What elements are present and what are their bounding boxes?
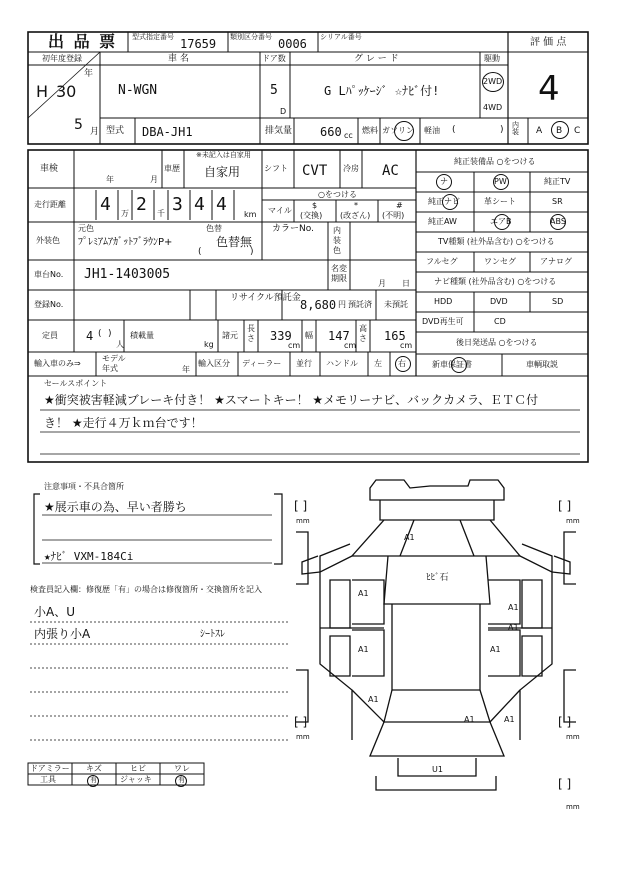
tv-type-title: TV種類 (社外品含む) ○をつける bbox=[438, 237, 555, 246]
recycle-deposited: 預託済 bbox=[348, 300, 372, 309]
doors-sub: D bbox=[280, 107, 287, 116]
equipment-title: 純正装備品 ○をつける bbox=[454, 157, 536, 166]
model-value: DBA-JH1 bbox=[142, 125, 193, 139]
import-kubun: 輸入区分 bbox=[198, 359, 230, 368]
registration-label: 登録No. bbox=[34, 300, 64, 309]
rating-value: 4 bbox=[538, 69, 560, 109]
tools-yes-circle bbox=[87, 775, 99, 787]
shaken-label: 車検 bbox=[40, 164, 59, 174]
mileage-unit-man: 万 bbox=[121, 209, 129, 218]
tools-label: 工具 bbox=[40, 775, 56, 784]
interior-b: B bbox=[556, 126, 563, 136]
length-label: 長さ bbox=[247, 324, 255, 343]
length-cm: cm bbox=[288, 341, 301, 350]
first-reg-label: 初年度登録 bbox=[42, 54, 82, 63]
import-model-year: モデル年式 bbox=[102, 354, 126, 373]
mark-left-rear-door: A1 bbox=[358, 645, 369, 654]
length-value: 339 bbox=[270, 329, 292, 343]
color-no-label: カラーNo. bbox=[272, 224, 314, 234]
later-warranty-circle bbox=[451, 357, 467, 373]
tv-fullseg: フルセグ bbox=[426, 257, 458, 266]
sales-line-1: ★衝突被害軽減ブレーキ付き！ ★スマートキー！ ★メモリーナビ、バックカメラ、ＥＴＣ付 bbox=[44, 393, 539, 407]
nav-type-title: ナビ種類 (社外品含む) ○をつける bbox=[434, 277, 557, 286]
interior-label: 内装 bbox=[512, 121, 519, 136]
color-label: 外装色 bbox=[36, 236, 60, 245]
notes-label: 注意事項・不具合箇所 bbox=[44, 482, 124, 491]
equip-abs: ABS bbox=[550, 217, 566, 226]
grade-value: G Lﾊﾟｯｹｰｼﾞ ☆ﾅﾋﾞ付! bbox=[324, 84, 440, 98]
fuel-diesel: 軽油 bbox=[424, 126, 440, 135]
color-changed-value: 色替無 bbox=[216, 235, 253, 249]
width-cm: cm bbox=[344, 341, 357, 350]
mileage-digit-3: 3 bbox=[172, 194, 183, 215]
nav-dvd-player: DVD再生可 bbox=[422, 317, 464, 326]
tv-analog: アナログ bbox=[540, 257, 572, 266]
mm-rear-left: mm bbox=[296, 733, 310, 741]
later-warranty: 新車保証書 bbox=[432, 360, 472, 369]
bracket-rear-right: [ ] bbox=[558, 715, 572, 729]
tools-scratch: キズ bbox=[86, 764, 102, 773]
mileage-circle-note: ○をつける bbox=[318, 190, 357, 199]
color-orig-value: ﾌﾟﾚﾐｱﾑｱｶﾞｯﾄﾌﾞﾗｳﾝP+ bbox=[78, 237, 173, 248]
equip-airbag-circle bbox=[494, 214, 510, 230]
mileage-altered: (改ざん) bbox=[340, 211, 371, 220]
doors-value: 5 bbox=[270, 83, 278, 98]
mileage-unknown: (不明) bbox=[382, 211, 405, 220]
history-note: ※未記入は自家用 bbox=[196, 151, 251, 159]
tv-oneseg: ワンセグ bbox=[484, 257, 516, 266]
color-paren-close: ) bbox=[250, 247, 254, 257]
nav-dvd: DVD bbox=[490, 297, 508, 306]
notes-line-1: ★展示車の為、早い者勝ち bbox=[44, 500, 187, 514]
mileage-digit-5: 4 bbox=[216, 194, 227, 215]
shift-label: シフト bbox=[264, 164, 288, 173]
equip-aw: 純正AW bbox=[428, 217, 457, 226]
import-year-unit: 年 bbox=[182, 365, 190, 374]
displacement-label: 排気量 bbox=[265, 126, 293, 136]
bracket-rear-bottom: [ ] bbox=[558, 777, 572, 791]
mileage-hash: # bbox=[396, 201, 403, 210]
displacement-value: 660 bbox=[320, 125, 342, 139]
class-no-value: 0006 bbox=[278, 37, 307, 51]
serial-label: シリアル番号 bbox=[320, 33, 362, 41]
width-label: 幅 bbox=[305, 331, 313, 340]
fuel-paren-open: ( bbox=[452, 125, 456, 135]
rating-label: 評 価 点 bbox=[530, 37, 567, 48]
bracket-rear-left: [ ] bbox=[294, 715, 308, 729]
name-change-day: 日 bbox=[402, 279, 410, 288]
sheet-title: 出 品 票 bbox=[48, 32, 118, 51]
capacity-paren-open: ( bbox=[98, 329, 102, 339]
cc-unit: cc bbox=[344, 131, 353, 140]
mark-right-front-door: A1 bbox=[508, 603, 519, 612]
equip-nav-circle bbox=[442, 194, 458, 210]
nav-sd: SD bbox=[552, 297, 564, 306]
tools-yes-2-circle bbox=[175, 775, 187, 787]
drive-label: 駆動 bbox=[484, 54, 500, 63]
height-value: 165 bbox=[384, 329, 406, 343]
mm-front-right: mm bbox=[566, 517, 580, 525]
equip-pw: PW bbox=[494, 177, 507, 186]
notes-line-2: ★ﾅﾋﾞ VXM-184Ci bbox=[44, 550, 134, 563]
equip-na: ナ bbox=[440, 177, 448, 186]
mileage-digit-2: 2 bbox=[136, 194, 147, 215]
mm-rear-bottom: mm bbox=[566, 803, 580, 811]
interior-c: C bbox=[574, 126, 581, 136]
drive-2wd-circle bbox=[482, 72, 504, 92]
car-name-label: 車 名 bbox=[168, 54, 189, 64]
shaken-year-unit: 年 bbox=[106, 175, 114, 184]
recycle-label: リサイクル預託金 bbox=[230, 293, 301, 303]
grade-label: グ レ ー ド bbox=[354, 54, 399, 64]
capacity-person: 人 bbox=[116, 340, 124, 349]
mark-windshield: ﾋﾋﾞ石 bbox=[426, 573, 449, 583]
load-label: 積載量 bbox=[130, 331, 154, 340]
later-manual: 車輌取説 bbox=[526, 360, 558, 369]
reg-year-unit: 年 bbox=[84, 69, 94, 79]
mileage-dollar: $ bbox=[312, 201, 318, 210]
mark-right-rear-door: A1 bbox=[490, 645, 501, 654]
mark-right-front-door-2: A1 bbox=[508, 623, 519, 632]
fuel-gasoline: ガソリン bbox=[382, 126, 414, 135]
height-label: 高さ bbox=[359, 324, 367, 343]
mileage-mile: マイル bbox=[268, 206, 292, 215]
bracket-front-right: [ ] bbox=[558, 499, 572, 513]
type-no-label: 型式指定番号 bbox=[132, 33, 174, 41]
drive-2wd: 2WD bbox=[483, 77, 503, 86]
equip-abs-circle bbox=[550, 214, 566, 230]
mark-left-quarter: A1 bbox=[368, 695, 379, 704]
tools-crack: ヒビ bbox=[130, 764, 146, 773]
tools-yes-2: 有 bbox=[178, 776, 185, 784]
recycle-value: 8,680 bbox=[300, 298, 337, 312]
dims-label: 諸元 bbox=[222, 331, 238, 340]
history-value: 自家用 bbox=[204, 165, 241, 179]
mark-left-front-door: A1 bbox=[358, 589, 369, 598]
tools-door-mirror: ドアミラー bbox=[30, 764, 70, 773]
equip-pw-circle bbox=[493, 174, 509, 190]
inspector-line-1: 小A、U bbox=[34, 605, 75, 619]
interior-b-circle bbox=[551, 121, 569, 139]
mileage-km: km bbox=[244, 210, 257, 219]
inspector-label: 検査員記入欄：修復歴「有」の場合は修復箇所・交換箇所を記入 bbox=[30, 585, 262, 594]
handle-label: ハンドル bbox=[326, 359, 358, 368]
tools-break: ワレ bbox=[174, 764, 190, 773]
nav-hdd: HDD bbox=[434, 297, 453, 306]
color-orig-label: 元色 bbox=[78, 224, 94, 233]
equip-leather: 革シート bbox=[484, 197, 516, 206]
equip-airbag: エアB bbox=[490, 217, 512, 226]
capacity-label: 定員 bbox=[42, 331, 58, 340]
mileage-digit-4: 4 bbox=[194, 194, 205, 215]
mark-right-quarter: A1 bbox=[504, 715, 515, 724]
history-label: 車歴 bbox=[164, 164, 180, 173]
handle-left: 左 bbox=[374, 359, 382, 368]
mark-rear-gate: A1 bbox=[464, 715, 475, 724]
ac-label: 冷房 bbox=[343, 164, 359, 173]
tools-yes: 有 bbox=[90, 776, 97, 784]
ac-value: AC bbox=[382, 163, 399, 179]
shift-value: CVT bbox=[302, 163, 328, 179]
import-only-label: 輸入車のみ⇒ bbox=[34, 359, 81, 368]
name-change-label: 名変期限 bbox=[331, 264, 347, 283]
tools-jack: ジャッキ bbox=[120, 775, 152, 784]
mileage-digit-1: 4 bbox=[100, 194, 111, 215]
reg-month: 5 bbox=[74, 117, 83, 133]
mileage-label: 走行距離 bbox=[34, 200, 66, 209]
inspector-line-2b: ｼｰﾄｽﾚ bbox=[200, 629, 225, 640]
mark-hood: A1 bbox=[404, 533, 415, 542]
color-change-label: 色替 bbox=[206, 224, 222, 233]
equip-nav: 純正ナビ bbox=[428, 197, 460, 206]
model-label: 型式 bbox=[106, 126, 125, 136]
car-name-value: N-WGN bbox=[118, 83, 158, 98]
color-paren-open: ( bbox=[198, 247, 202, 257]
fuel-label: 燃料 bbox=[362, 126, 378, 135]
mm-rear-right: mm bbox=[566, 733, 580, 741]
mileage-exchange: (交換) bbox=[300, 211, 323, 220]
class-no-label: 類別区分番号 bbox=[230, 33, 272, 41]
capacity-value: 4 bbox=[86, 329, 94, 343]
interior-a: A bbox=[536, 126, 543, 136]
equip-na-circle bbox=[436, 174, 452, 190]
recycle-not-deposited: 未預託 bbox=[384, 300, 408, 309]
equip-tv: 純正TV bbox=[544, 177, 571, 186]
mm-front-left: mm bbox=[296, 517, 310, 525]
interior-color-label: 内装色 bbox=[333, 226, 341, 255]
reg-month-unit: 月 bbox=[90, 127, 100, 137]
name-change-month: 月 bbox=[378, 279, 386, 288]
nav-cd: CD bbox=[494, 317, 506, 326]
sales-line-2: き！ ★走行４万ｋｍ台です！ bbox=[44, 416, 203, 430]
load-kg: kg bbox=[204, 340, 214, 349]
sales-label: セールスポイント bbox=[44, 379, 108, 388]
reg-year: 30 bbox=[56, 82, 77, 101]
mark-rear-bumper: U1 bbox=[432, 765, 443, 774]
fuel-paren-close: ) bbox=[500, 125, 504, 135]
mileage-star: * bbox=[354, 201, 358, 210]
reg-era: H bbox=[36, 82, 49, 101]
mileage-unit-sen: 千 bbox=[157, 209, 165, 218]
import-parallel: 並行 bbox=[296, 359, 312, 368]
shaken-month-unit: 月 bbox=[150, 175, 158, 184]
drive-4wd: 4WD bbox=[483, 103, 503, 112]
type-no-value: 17659 bbox=[180, 37, 217, 51]
later-title: 後日発送品 ○をつける bbox=[456, 338, 538, 347]
height-cm: cm bbox=[400, 341, 413, 350]
bracket-front-left: [ ] bbox=[294, 499, 308, 513]
capacity-paren-close: ) bbox=[108, 329, 112, 339]
chassis-label: 車台No. bbox=[34, 270, 64, 279]
recycle-yen: 円 bbox=[338, 300, 346, 309]
import-dealer: ディーラー bbox=[242, 359, 282, 368]
equip-sr: SR bbox=[552, 197, 563, 206]
inspector-line-2: 内張り小A bbox=[34, 627, 91, 641]
handle-right-circle bbox=[395, 356, 411, 372]
chassis-value: JH1-1403005 bbox=[84, 267, 171, 282]
handle-right: 右 bbox=[398, 359, 406, 368]
doors-label: ドア数 bbox=[262, 54, 286, 63]
width-value: 147 bbox=[328, 329, 350, 343]
fuel-circle bbox=[394, 121, 414, 141]
